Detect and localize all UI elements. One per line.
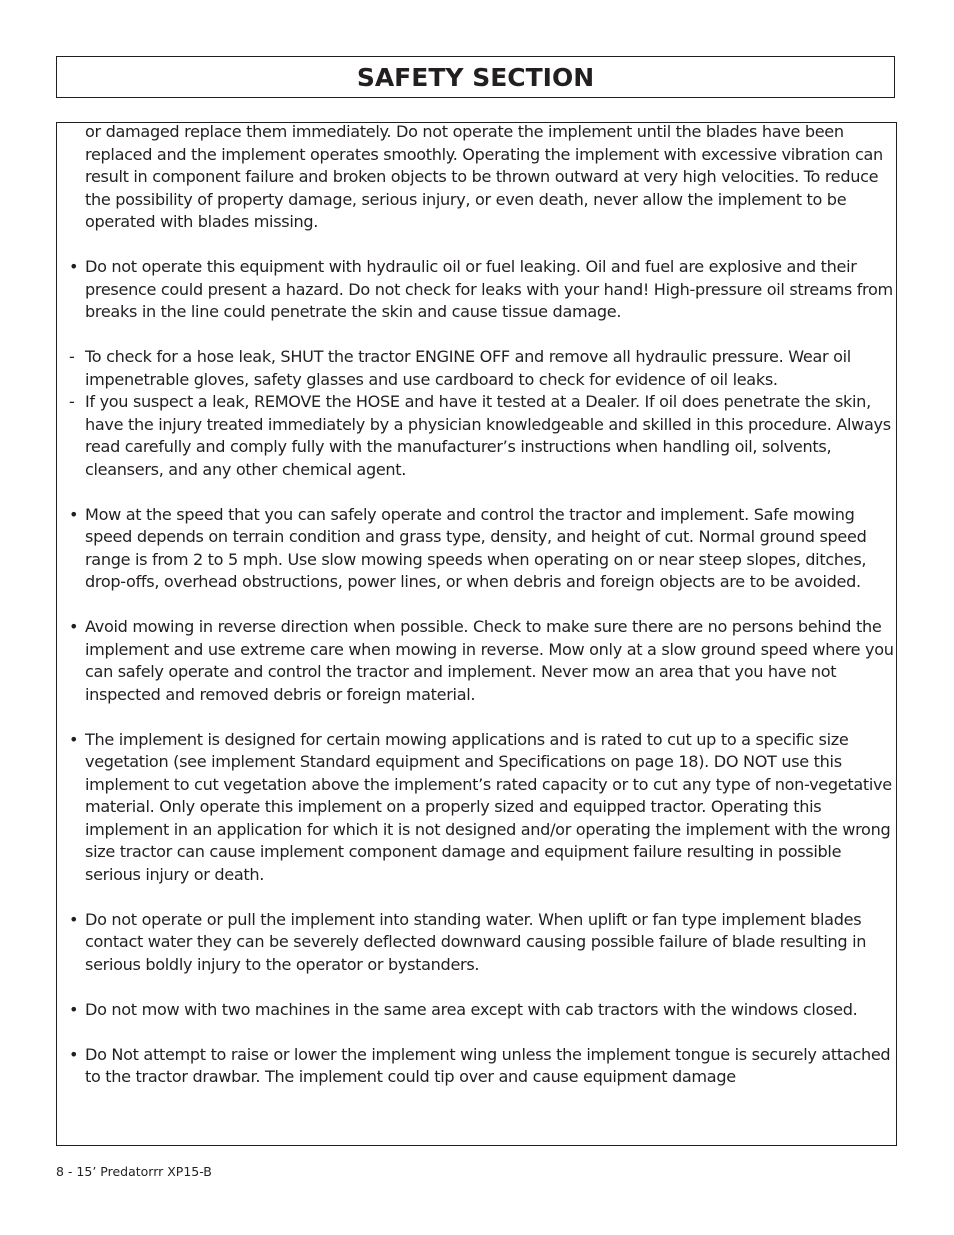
sub-item-text: To check for a hose leak, SHUT the tractor ENGINE OFF and remove all hydraulic pressure. Wear oil impenetrable gloves, safety glasses and use cardboard to check for evidence of oil leaks. — [85, 347, 851, 389]
dash-marker: - — [69, 347, 75, 366]
page-title: SAFETY SECTION — [356, 62, 595, 92]
bullet-item-applications — [69, 729, 895, 887]
content-text — [69, 122, 895, 1111]
bullet-marker: • — [69, 999, 79, 1019]
sub-item-text: If you suspect a leak, REMOVE the HOSE and have it tested at a Dealer. If oil does penetrate the skin, have the injury treated immediately by a physician knowledgeable and skilled in this procedure. Always read carefully and comply fully with the manufacturer’s instructions when handling oil, solvents, cleansers, and any other chemical agent. — [85, 392, 891, 479]
bullet-item-wing — [69, 1044, 895, 1089]
page-footer: 8 - 15’ Predatorrr XP15-B — [56, 1164, 212, 1179]
bullet-item-reverse — [69, 616, 895, 706]
bullet-marker: • — [69, 257, 79, 276]
bullet-item-oil-leak — [69, 256, 895, 324]
sub-item-suspect-leak — [69, 391, 895, 481]
dash-marker: - — [69, 392, 75, 411]
bullet-item-two-machines — [69, 999, 895, 1022]
bullet-item-standing-water — [69, 909, 895, 977]
bullet-text: Do Not attempt to raise or lower the implement wing unless the implement tongue is securely attached to the tractor drawbar. The implement could tip over and cause equipment damage — [85, 1044, 891, 1086]
bullet-text: Do not mow with two machines in the same area except with cab tractors with the windows closed. — [85, 999, 858, 1019]
paragraph-continuation — [69, 122, 895, 234]
bullet-marker: • — [69, 909, 79, 929]
content-box — [56, 122, 897, 1146]
bullet-text: Mow at the speed that you can safely operate and control the tractor and implement. Safe mowing speed depends on terrain condition and grass type, density, and height of cut. Normal ground speed range is from 2 to 5 mph. Use slow mowing speeds when operating on or near steep slopes, ditches, drop-offs, overhead obstructions, power lines, or when debris and foreign objects are to be avoided. — [85, 504, 867, 591]
bullet-marker: • — [69, 504, 79, 524]
bullet-marker: • — [69, 617, 79, 636]
bullet-marker: • — [69, 1044, 79, 1064]
bullet-item-mow-speed — [69, 504, 895, 594]
bullet-text: Avoid mowing in reverse direction when possible. Check to make sure there are no persons behind the implement and use extreme care when mowing in reverse. Mow only at a slow ground speed where you can safely operate and control the tractor and implement. Never mow an area that you have not inspected and removed debris or foreign material. — [85, 617, 894, 704]
bullet-text: Do not operate or pull the implement into standing water. When uplift or fan type implement blades contact water they can be severely deflected downward causing possible failure of blade resulting in serious boldly injury to the operator or bystanders. — [85, 909, 867, 974]
paragraph-text: or damaged replace them immediately. Do not operate the implement until the blades have been replaced and the implement operates smoothly. Operating the implement with excessive vibration can result in component failure and broken objects to be thrown outward at very high velocities. To reduce the possibility of property damage, serious injury, or even death, never allow the implement to be operated with blades missing. — [85, 122, 883, 231]
bullet-text: The implement is designed for certain mowing applications and is rated to cut up to a specific size vegetation (see implement Standard equipment and Specifications on page 18). DO NOT use this implement to cut vegetation above the implement’s rated capacity or to cut any type of non-vegetative material. Only operate this implement on a properly sized and equipped tractor. Operating this implement in an application for which it is not designed and/or operating the implement with the wrong size tractor can cause implement component damage and equipment failure resulting in possible serious injury or death. — [85, 729, 892, 884]
section-header — [56, 56, 895, 98]
bullet-marker: • — [69, 729, 79, 749]
bullet-text: Do not operate this equipment with hydraulic oil or fuel leaking. Oil and fuel are explosive and their presence could present a hazard. Do not check for leaks with your hand! High-pressure oil streams from breaks in the line could penetrate the skin and cause tissue damage. — [85, 257, 893, 321]
sub-item-hose-check — [69, 346, 895, 391]
